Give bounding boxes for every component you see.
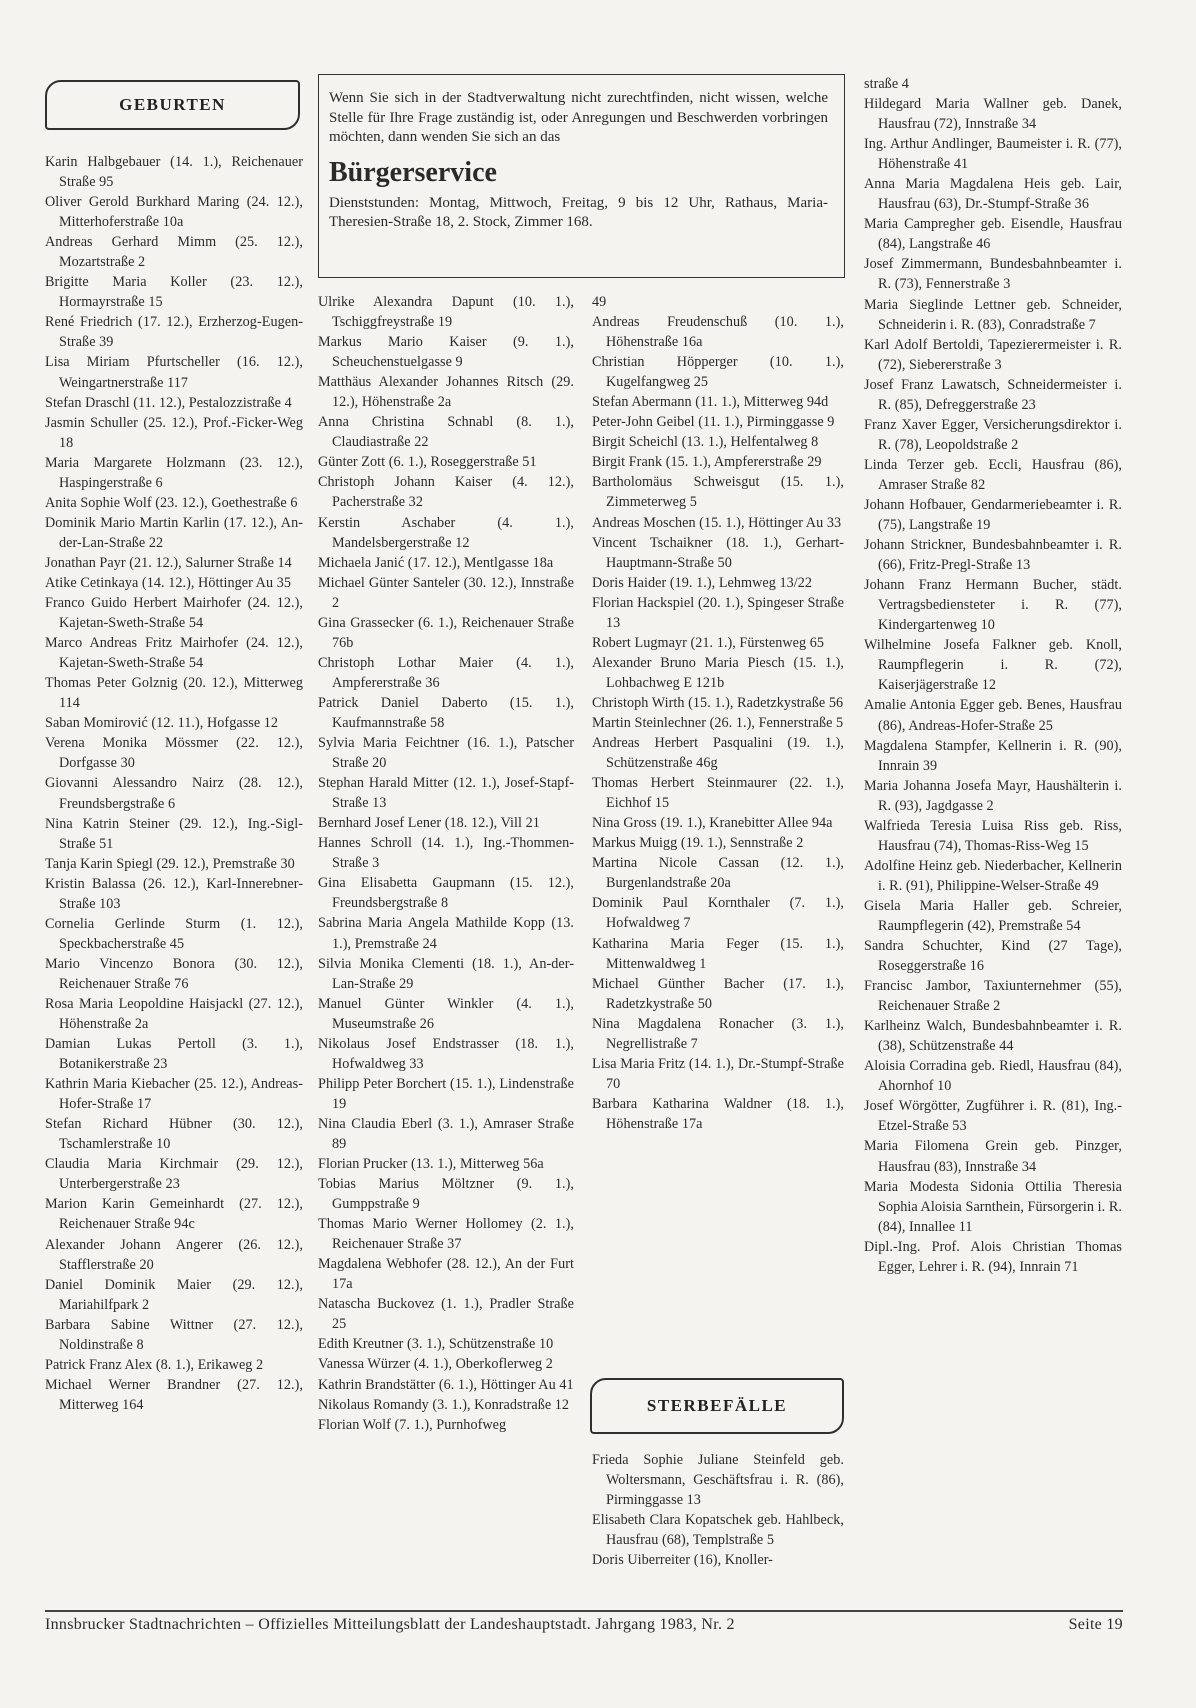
- list-item: Saban Momirović (12. 11.), Hofgasse 12: [45, 715, 279, 732]
- deaths-column-4: [864, 74, 1122, 1277]
- list-item: Karlheinz Walch, Bundesbahnbeamter i. R. (38), Schützenstraße 44: [864, 1018, 1122, 1055]
- list-item: Francisc Jambor, Taxiunternehmer (55), Reichenauer Straße 2: [864, 978, 1122, 1015]
- list-item: Elisabeth Clara Kopatschek geb. Hahlbeck, Hausfrau (68), Templstraße 5: [592, 1512, 844, 1549]
- list-item: Jonathan Payr (21. 12.), Salurner Straße 14: [45, 554, 292, 571]
- list-item: Patrick Daniel Daberto (15. 1.), Kaufmannstraße 58: [318, 694, 574, 731]
- deaths-heading-text: STERBEFÄLLE: [646, 1396, 788, 1415]
- list-item: Gina Grassecker (6. 1.), Reichenauer Straße 76b: [318, 614, 574, 651]
- list-item: straße 4: [864, 76, 909, 92]
- list-item: Frieda Sophie Juliane Steinfeld geb. Woltersmann, Geschäftsfrau i. R. (86), Pirminggasse 13: [592, 1452, 844, 1509]
- list-item: Tobias Marius Möltzner (9. 1.), Gumppstraße 9: [318, 1176, 574, 1213]
- list-item: Giovanni Alessandro Nairz (28. 12.), Freundsbergstraße 6: [45, 775, 303, 812]
- list-item: Anna Maria Magdalena Heis geb. Lair, Hausfrau (63), Dr.-Stumpf-Straße 36: [864, 176, 1122, 213]
- list-item: Birgit Frank (15. 1.), Ampfererstraße 29: [592, 454, 822, 471]
- list-item: Jasmin Schuller (25. 12.), Prof.-Ficker-Weg 18: [45, 414, 303, 451]
- page-footer: [45, 1614, 1123, 1636]
- list-item: Robert Lugmayr (21. 1.), Fürstenweg 65: [592, 634, 825, 651]
- list-item: Kathrin Brandstätter (6. 1.), Höttinger Au 41: [318, 1376, 574, 1393]
- list-item: Michaela Janić (17. 12.), Mentlgasse 18a: [318, 554, 554, 571]
- list-item: Lisa Miriam Pfurtscheller (16. 12.), Weingartnerstraße 117: [45, 354, 303, 391]
- list-item: Franz Xaver Egger, Versicherungsdirektor i. R. (78), Leopoldstraße 2: [864, 416, 1122, 453]
- list-item: Gisela Maria Haller geb. Schreier, Raumpflegerin (42), Premstraße 54: [864, 897, 1122, 934]
- list-item: Johann Strickner, Bundesbahnbeamter i. R. (66), Fritz-Pregl-Straße 13: [864, 537, 1122, 574]
- list-item: Barbara Sabine Wittner (27. 12.), Noldinstraße 8: [45, 1316, 303, 1353]
- list-item: Gina Elisabetta Gaupmann (15. 12.), Freundsbergstraße 8: [318, 875, 574, 912]
- births-heading: [45, 80, 300, 130]
- list-item: Thomas Mario Werner Hollomey (2. 1.), Reichenauer Straße 37: [318, 1216, 574, 1253]
- list-item: Edith Kreutner (3. 1.), Schützenstraße 10: [318, 1336, 554, 1353]
- list-item: Ing. Arthur Andlinger, Baumeister i. R. (77), Höhenstraße 41: [864, 136, 1122, 173]
- list-item: René Friedrich (17. 12.), Erzherzog-Eugen-Straße 39: [45, 314, 303, 351]
- list-item: Karin Halbgebauer (14. 1.), Reichenauer Straße 95: [45, 154, 303, 191]
- footer-page-number: Seite 19: [1068, 1616, 1123, 1633]
- list-item: Stefan Draschl (11. 12.), Pestalozzistraße 4: [45, 394, 292, 411]
- list-item: Aloisia Corradina geb. Riedl, Hausfrau (84), Ahornhof 10: [864, 1058, 1122, 1095]
- list-item: Florian Wolf (7. 1.), Purnhofweg: [318, 1416, 507, 1433]
- list-item: Doris Haider (19. 1.), Lehmweg 13/22: [592, 574, 813, 591]
- list-item: Maria Sieglinde Lettner geb. Schneider, Schneiderin i. R. (83), Conradstraße 7: [864, 296, 1122, 333]
- column-3: [592, 292, 844, 1134]
- list-item: Silvia Monika Clementi (18. 1.), An-der-Lan-Straße 29: [318, 955, 574, 992]
- list-item: Oliver Gerold Burkhard Maring (24. 12.), Mitterhoferstraße 10a: [45, 194, 303, 231]
- list-item: Martina Nicole Cassan (12. 1.), Burgenlandstraße 20a: [592, 855, 844, 892]
- births-column-3: [592, 292, 844, 1134]
- list-item: Josef Franz Lawatsch, Schneidermeister i. R. (85), Defreggerstraße 23: [864, 376, 1122, 413]
- list-item: Bernhard Josef Lener (18. 12.), Vill 21: [318, 815, 540, 832]
- list-item: Nikolaus Romandy (3. 1.), Konradstraße 12: [318, 1396, 570, 1413]
- list-item: Andreas Freudenschuß (10. 1.), Höhenstraße 16a: [592, 314, 844, 351]
- list-item: Verena Monika Mössmer (22. 12.), Dorfgasse 30: [45, 735, 303, 772]
- list-item: Josef Wörgötter, Zugführer i. R. (81), Ing.-Etzel-Straße 53: [864, 1098, 1122, 1135]
- list-item: Stefan Richard Hübner (30. 12.), Tschamlerstraße 10: [45, 1116, 303, 1153]
- list-item: Mario Vincenzo Bonora (30. 12.), Reichenauer Straße 76: [45, 955, 303, 992]
- list-item: Nina Magdalena Ronacher (3. 1.), Negrellistraße 7: [592, 1015, 844, 1052]
- list-item: 49: [592, 294, 607, 310]
- list-item: Rosa Maria Leopoldine Haisjackl (27. 12.), Höhenstraße 2a: [45, 995, 303, 1033]
- list-item: Hildegard Maria Wallner geb. Danek, Hausfrau (72), Innstraße 34: [864, 96, 1122, 133]
- list-item: Philipp Peter Borchert (15. 1.), Lindenstraße 19: [318, 1075, 574, 1112]
- list-item: Maria Campregher geb. Eisendle, Hausfrau (84), Langstraße 46: [864, 216, 1122, 253]
- list-item: Dominik Mario Martin Karlin (17. 12.), An-der-Lan-Straße 22: [45, 514, 303, 551]
- footer-publication: Innsbrucker Stadtnachrichten – Offizielles Mitteilungsblatt der Landeshauptstadt. Jahrgang 1983, Nr. 2: [45, 1616, 735, 1633]
- list-item: Thomas Herbert Steinmaurer (22. 1.), Eichhof 15: [592, 775, 844, 812]
- list-item: Magdalena Webhofer (28. 12.), An der Furt 17a: [318, 1256, 574, 1293]
- list-item: Thomas Peter Golznig (20. 12.), Mitterweg 114: [45, 675, 303, 712]
- list-item: Maria Johanna Josefa Mayr, Haushälterin i. R. (93), Jagdgasse 2: [864, 777, 1122, 814]
- info-hours: Dienststunden: Montag, Mittwoch, Freitag, 9 bis 12 Uhr, Rathaus, Maria-Theresien-Straße 18, 2. Stock, Zimmer 168.: [329, 194, 828, 230]
- list-item: Vincent Tschaikner (18. 1.), Gerhart-Hauptmann-Straße 50: [592, 534, 844, 571]
- births-heading-text: GEBURTEN: [119, 95, 226, 114]
- list-item: Marco Andreas Fritz Mairhofer (24. 12.), Kajetan-Sweth-Straße 54: [45, 635, 303, 672]
- list-item: Michael Günter Santeler (30. 12.), Innstraße 2: [318, 574, 574, 611]
- list-item: Tanja Karin Spiegl (29. 12.), Premstraße 30: [45, 855, 295, 872]
- list-item: Christoph Lothar Maier (4. 1.), Ampfererstraße 36: [318, 654, 574, 691]
- list-item: Cornelia Gerlinde Sturm (1. 12.), Speckbacherstraße 45: [45, 915, 303, 952]
- list-item: Christoph Johann Kaiser (4. 12.), Pacherstraße 32: [318, 474, 574, 511]
- list-item: Marion Karin Gemeinhardt (27. 12.), Reichenauer Straße 94c: [45, 1196, 303, 1233]
- list-item: Florian Hackspiel (20. 1.), Spingeser Straße 13: [592, 594, 844, 631]
- list-item: Andreas Moschen (15. 1.), Höttinger Au 33: [592, 514, 842, 531]
- list-item: Christian Höpperger (10. 1.), Kugelfangweg 25: [592, 354, 844, 391]
- list-item: Peter-John Geibel (11. 1.), Pirminggasse 9: [592, 414, 835, 431]
- list-item: Atike Cetinkaya (14. 12.), Höttinger Au 35: [45, 574, 292, 591]
- list-item: Nina Katrin Steiner (29. 12.), Ing.-Sigl-Straße 51: [45, 815, 303, 852]
- list-item: Natascha Buckovez (1. 1.), Pradler Straße 25: [318, 1296, 574, 1333]
- list-item: Adolfine Heinz geb. Niederbacher, Kellnerin i. R. (91), Philippine-Welser-Straße 49: [864, 857, 1122, 894]
- list-item: Markus Muigg (19. 1.), Sennstraße 2: [592, 835, 804, 852]
- list-item: Vanessa Würzer (4. 1.), Oberkoflerweg 2: [318, 1356, 553, 1373]
- deaths-heading: [590, 1378, 844, 1434]
- list-item: Christoph Wirth (15. 1.), Radetzkystraße 56: [592, 694, 844, 711]
- list-item: Brigitte Maria Koller (23. 12.), Hormayrstraße 15: [45, 274, 303, 311]
- list-item: Sabrina Maria Angela Mathilde Kopp (13. 1.), Premstraße 24: [318, 915, 574, 952]
- footer-rule: [45, 1610, 1123, 1612]
- info-title: Bürgerservice: [329, 156, 497, 188]
- list-item: Andreas Herbert Pasqualini (19. 1.), Schützenstraße 46g: [592, 735, 844, 772]
- list-item: Dominik Paul Kornthaler (7. 1.), Hofwaldweg 7: [592, 895, 844, 932]
- list-item: Wilhelmine Josefa Falkner geb. Knoll, Raumpflegerin i. R. (72), Kaiserjägerstraße 12: [864, 637, 1122, 694]
- list-item: Magdalena Stampfer, Kellnerin i. R. (90), Innrain 39: [864, 737, 1122, 774]
- list-item: Maria Modesta Sidonia Ottilia Theresia Sophia Aloisia Sarnthein, Fürsorgerin i. R. (84), Innallee 11: [864, 1178, 1122, 1235]
- list-item: Amalie Antonia Egger geb. Benes, Hausfrau (86), Andreas-Hofer-Straße 25: [864, 697, 1122, 734]
- list-item: Alexander Bruno Maria Piesch (15. 1.), Lohbachweg E 121b: [592, 654, 844, 691]
- list-item: Sylvia Maria Feichtner (16. 1.), Patscher Straße 20: [318, 735, 574, 772]
- list-item: Nina Gross (19. 1.), Kranebitter Allee 94a: [592, 815, 833, 832]
- list-item: Daniel Dominik Maier (29. 12.), Mariahilfpark 2: [45, 1276, 303, 1313]
- list-item: Nikolaus Josef Endstrasser (18. 1.), Hofwaldweg 33: [318, 1035, 574, 1072]
- list-item: Anita Sophie Wolf (23. 12.), Goethestraße 6: [45, 494, 298, 511]
- list-item: Walfrieda Teresia Luisa Riss geb. Riss, Hausfrau (74), Thomas-Riss-Weg 15: [864, 817, 1122, 854]
- list-item: Patrick Franz Alex (8. 1.), Erikaweg 2: [45, 1356, 264, 1373]
- list-item: Matthäus Alexander Johannes Ritsch (29. 12.), Höhenstraße 2a: [318, 374, 574, 411]
- list-item: Markus Mario Kaiser (9. 1.), Scheuchenstuelgasse 9: [318, 334, 574, 371]
- list-item: Günter Zott (6. 1.), Roseggerstraße 51: [318, 454, 537, 471]
- list-item: Barbara Katharina Waldner (18. 1.), Höhenstraße 17a: [592, 1095, 844, 1132]
- info-intro: Wenn Sie sich in der Stadtverwaltung nicht zurechtfinden, nicht wissen, welche Stelle für Ihre Frage zuständig ist, oder Anregungen und Beschwerden vorbringen möchten, dann wenden Sie sich an das: [329, 90, 828, 145]
- list-item: Michael Günther Bacher (17. 1.), Radetzkystraße 50: [592, 975, 844, 1012]
- list-item: Johann Hofbauer, Gendarmeriebeamter i. R. (75), Langstraße 19: [864, 496, 1122, 534]
- list-item: Katharina Maria Feger (15. 1.), Mittenwaldweg 1: [592, 935, 844, 972]
- list-item: Dipl.-Ing. Prof. Alois Christian Thomas Egger, Lehrer i. R. (94), Innrain 71: [864, 1238, 1122, 1275]
- list-item: Linda Terzer geb. Eccli, Hausfrau (86), Amraser Straße 82: [864, 456, 1122, 493]
- buergerservice-info-box: [318, 74, 845, 278]
- list-item: Hannes Schroll (14. 1.), Ing.-Thommen-Straße 3: [318, 835, 574, 872]
- list-item: Maria Filomena Grein geb. Pinzger, Hausfrau (83), Innstraße 34: [864, 1138, 1122, 1175]
- list-item: Anna Christina Schnabl (8. 1.), Claudiastraße 22: [318, 414, 574, 451]
- list-item: Martin Steinlechner (26. 1.), Fennerstraße 5: [592, 714, 844, 731]
- list-item: Stefan Abermann (11. 1.), Mitterweg 94d: [592, 394, 829, 411]
- list-item: Andreas Gerhard Mimm (25. 12.), Mozartstraße 2: [45, 234, 303, 271]
- list-item: Kerstin Aschaber (4. 1.), Mandelsbergerstraße 12: [318, 514, 574, 551]
- list-item: Claudia Maria Kirchmair (29. 12.), Unterbergerstraße 23: [45, 1156, 303, 1193]
- list-item: Alexander Johann Angerer (26. 12.), Stafflerstraße 20: [45, 1236, 303, 1273]
- list-item: Florian Prucker (13. 1.), Mitterweg 56a: [318, 1156, 544, 1173]
- list-item: Stephan Harald Mitter (12. 1.), Josef-Stapf-Straße 13: [318, 775, 574, 812]
- list-item: Ulrike Alexandra Dapunt (10. 1.), Tschiggfreystraße 19: [318, 294, 574, 331]
- list-item: Maria Margarete Holzmann (23. 12.), Haspingerstraße 6: [45, 454, 303, 491]
- list-item: Nina Claudia Eberl (3. 1.), Amraser Straße 89: [318, 1115, 574, 1152]
- list-item: Bartholomäus Schweisgut (15. 1.), Zimmeterweg 5: [592, 474, 844, 511]
- list-item: Manuel Günter Winkler (4. 1.), Museumstraße 26: [318, 995, 574, 1032]
- births-column-2: [318, 292, 574, 1435]
- list-item: Josef Zimmermann, Bundesbahnbeamter i. R. (73), Fennerstraße 3: [864, 256, 1122, 293]
- list-item: Lisa Maria Fritz (14. 1.), Dr.-Stumpf-Straße 70: [592, 1055, 844, 1092]
- list-item: Johann Franz Hermann Bucher, städt. Vertragsbediensteter i. R. (77), Kindergartenweg 10: [864, 577, 1122, 634]
- births-column-1: [45, 152, 303, 1415]
- list-item: Franco Guido Herbert Mairhofer (24. 12.), Kajetan-Sweth-Straße 54: [45, 595, 303, 632]
- list-item: Karl Adolf Bertoldi, Tapezierermeister i. R. (72), Siebererstraße 3: [864, 336, 1122, 373]
- list-item: Damian Lukas Pertoll (3. 1.), Botanikerstraße 23: [45, 1036, 303, 1073]
- list-item: Sandra Schuchter, Kind (27 Tage), Roseggerstraße 16: [864, 938, 1122, 975]
- list-item: Kristin Balassa (26. 12.), Karl-Innerebner-Straße 103: [45, 875, 303, 912]
- list-item: Kathrin Maria Kiebacher (25. 12.), Andreas-Hofer-Straße 17: [45, 1076, 303, 1113]
- list-item: Birgit Scheichl (13. 1.), Helfentalweg 8: [592, 434, 819, 451]
- list-item: Doris Uiberreiter (16), Knoller-: [592, 1552, 773, 1569]
- deaths-column-3: [592, 1450, 844, 1570]
- list-item: Michael Werner Brandner (27. 12.), Mitterweg 164: [45, 1376, 303, 1413]
